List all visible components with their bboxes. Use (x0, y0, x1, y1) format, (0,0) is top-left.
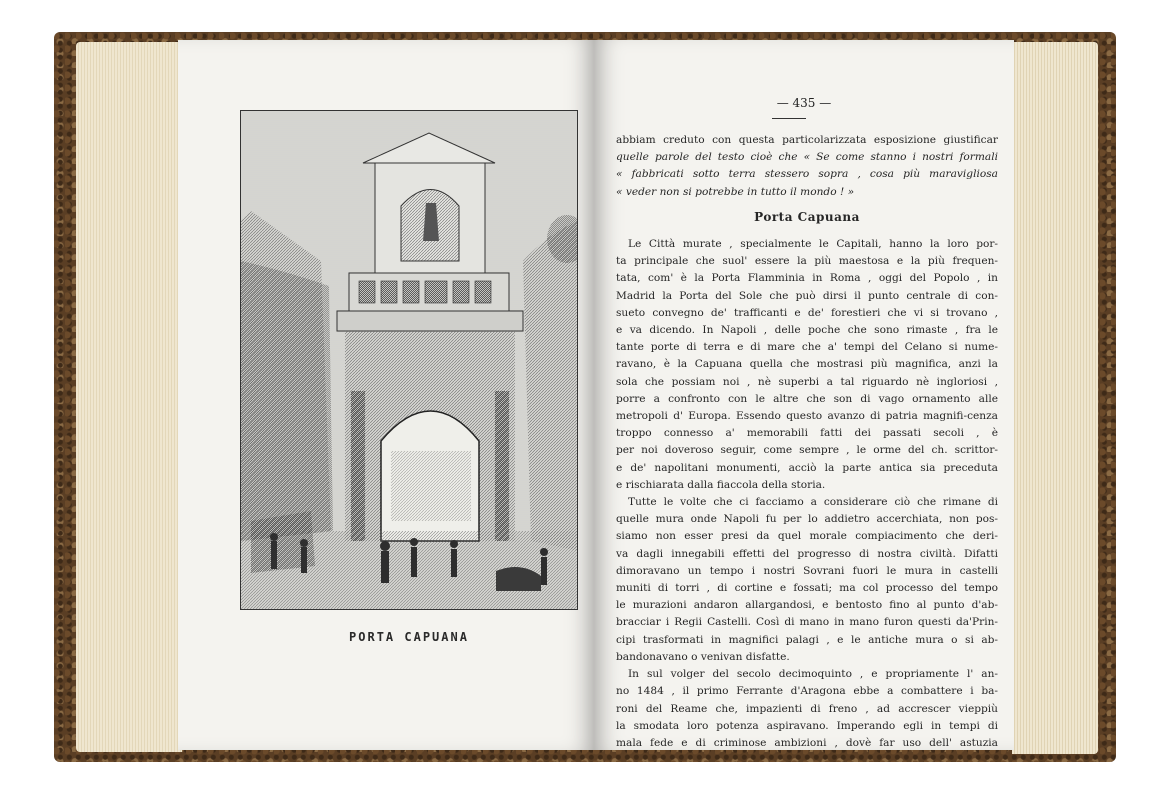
page-number-rule (772, 118, 806, 119)
text-line: per noi doveroso seguir, come sempre , le orme del ch. scrittor- (616, 444, 998, 457)
engraving-illustration (241, 111, 578, 610)
text-line: e de' napolitani monumenti, acciò la parte antica sia preceduta (616, 461, 998, 474)
text-line: roni del Reame che, impazienti di freno , ad accrescer vieppiù (616, 702, 998, 715)
text-line: abbiam creduto con questa particolarizzata esposizione giustificar (616, 134, 998, 146)
text-line: la smodata loro potenza aspiravano. Imperando egli in tempi di (616, 719, 998, 732)
text-line: ta principale che suol' essere la più maestosa e la più frequen- (616, 255, 998, 268)
text-line: e rischiarata dalla fiaccola della storia. (616, 478, 826, 491)
text-line: « veder non si potrebbe in tutto il mondo ! » (616, 185, 855, 198)
text-line: ravano, è la Capuana quella che mostrasi più magnifica, anzi la (616, 358, 998, 371)
text-line: sueto convegno de' trafficanti e de' forestieri che vi si trovano , (616, 306, 998, 319)
text-line: siamo non esser presi da quel morale compiacimento che deri- (616, 530, 998, 543)
page-edges-left (76, 42, 182, 752)
page-text (616, 132, 998, 752)
page-number: — 435 — (776, 96, 832, 110)
text-line: muniti di torri , di cortine e fossati; ma col processo del tempo (616, 582, 998, 595)
text-line: bracciar i Regii Castelli. Così di mano in mano furon questi da'Prin- (616, 616, 998, 629)
text-line: mala fede e di criminose ambizioni , dovè far uso dell' astuzia (616, 736, 998, 749)
text-line: sola che possiam noi , nè superbi a tal riguardo nè ingloriosi , (616, 375, 998, 388)
text-line: porre a confronto con le altre che son di vago ornamento alle (616, 392, 998, 405)
text-line: e va dicendo. In Napoli , delle poche che sono rimaste , fra le (616, 324, 998, 337)
text-line: quelle parole del testo cioè che « Se come stanno i nostri formali (616, 151, 998, 164)
text-line: Madrid la Porta del Sole che può dirsi il punto centrale di con- (616, 289, 998, 302)
text-line: Le Città murate , specialmente le Capitali, hanno la loro por- (628, 238, 998, 251)
text-line: « fabbricati sotto terra stessero sopra , cosa più maravigliosa (616, 168, 998, 181)
section-title: Porta Capuana (754, 209, 860, 224)
engraving-caption: PORTA CAPUANA (349, 630, 469, 644)
text-line: In sul volger del secolo decimoquinto , e propriamente l' an- (628, 668, 998, 681)
text-line: Tutte le volte che ci facciamo a considerare ciò che rimane di (628, 496, 998, 509)
page-edges-right (1012, 42, 1098, 754)
text-line: tata, com' è la Porta Flamminia in Roma , oggi del Popolo , in (616, 272, 998, 285)
text-line: tante porte di terra e di mare che a' tempi del Celano si nume- (616, 341, 998, 354)
text-line: le murazioni andaron allargandosi, e bentosto fino al punto d'ab- (616, 599, 998, 612)
right-page (594, 40, 1014, 750)
porta-capuana-engraving (240, 110, 578, 610)
text-line: cipi trasformati in magnifici palagi , e le antiche mura o si ab- (616, 633, 998, 646)
text-line: no 1484 , il primo Ferrante d'Aragona ebbe a combattere i ba- (616, 685, 998, 698)
text-line: va dagli innegabili effetti del progresso di nostra civiltà. Difatti (616, 547, 998, 560)
text-line: dimoravano un tempo i nostri Sovrani fuori le mura in castelli (616, 564, 998, 577)
left-page (178, 40, 594, 750)
text-line: troppo connesso a' memorabili fatti dei passati secoli , è (616, 427, 998, 440)
text-line: metropoli d' Europa. Essendo questo avanzo di patria magnifi-cenza (616, 410, 998, 423)
text-line: bandonavano o venivan disfatte. (616, 650, 790, 663)
text-line: quelle mura onde Napoli fu per lo addietro accerchiata, non pos- (616, 513, 998, 526)
